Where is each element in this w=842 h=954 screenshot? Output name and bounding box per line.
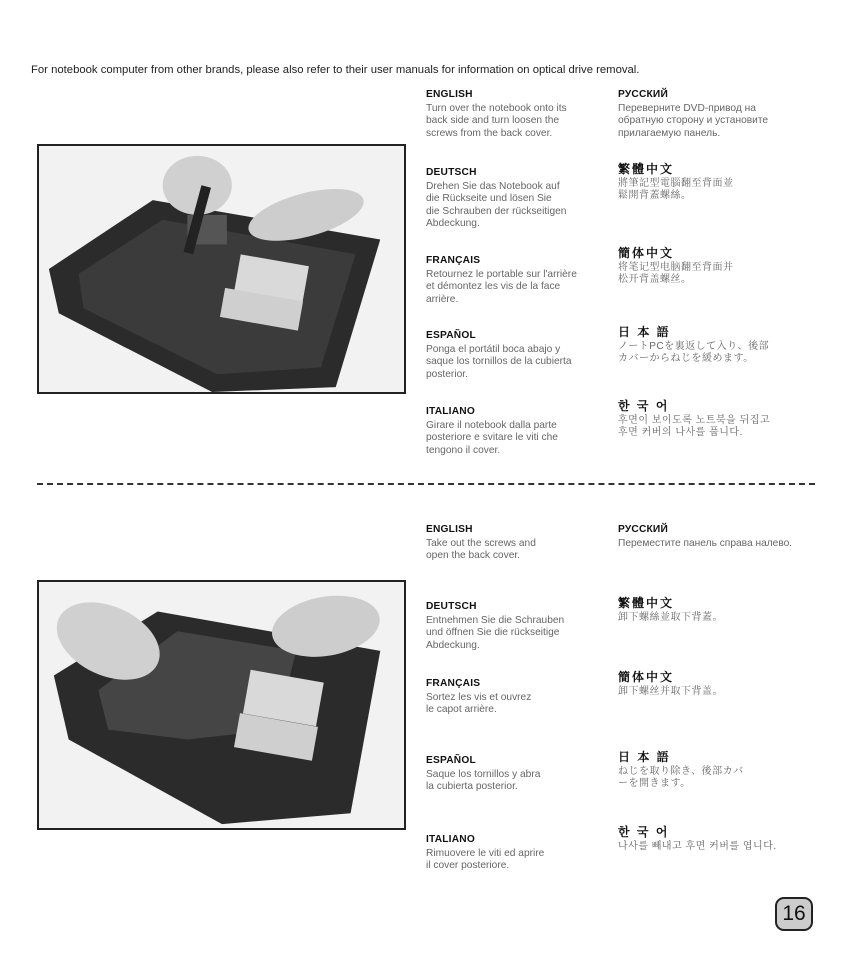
instruction-text: Переместите панель справа налево. xyxy=(618,537,793,549)
step2-korean xyxy=(618,826,777,853)
instruction-text: 후면이 보이도록 노트북을 뒤집고 후면 커버의 나사를 풉니다. xyxy=(618,414,771,439)
step1-photo xyxy=(37,144,406,394)
lang-heading: 한 국 어 xyxy=(618,399,670,413)
instruction-text: Rimuovere le viti ed aprire il cover posteriore. xyxy=(426,847,545,872)
step2-japanese xyxy=(618,751,744,791)
instruction-text: Retournez le portable sur l'arrière et démontez les vis de la face arrière. xyxy=(426,268,577,305)
step2-photo xyxy=(37,580,406,830)
instruction-text: 將筆記型電腦翻至背面並 鬆開背蓋螺絲。 xyxy=(618,177,734,202)
step1-espanol xyxy=(426,330,572,381)
instruction-text: Turn over the notebook onto its back side and turn loosen the screws from the back cover. xyxy=(426,102,567,139)
intro-note: For notebook computer from other brands, please also refer to their user manuals for information on optical drive removal. xyxy=(31,64,640,76)
instruction-text: Drehen Sie das Notebook auf die Rückseite und lösen Sie die Schrauben der rückseitigen Abdeckung. xyxy=(426,180,567,230)
lang-heading: FRANÇAIS xyxy=(426,255,481,266)
section-divider xyxy=(37,483,815,485)
instruction-text: Переверните DVD-привод на обратную сторону и установите прилагаемую панель. xyxy=(618,102,769,139)
step2-english xyxy=(426,524,536,563)
lang-heading: 簡体中文 xyxy=(618,670,675,684)
lang-heading: 日 本 語 xyxy=(618,325,671,339)
step2-espanol xyxy=(426,755,540,794)
lang-heading: 繁體中文 xyxy=(618,162,675,176)
lang-heading: DEUTSCH xyxy=(426,167,477,178)
lang-heading: FRANÇAIS xyxy=(426,678,481,689)
step2-deutsch xyxy=(426,601,564,652)
lang-heading: 簡体中文 xyxy=(618,246,675,260)
lang-heading: ENGLISH xyxy=(426,524,473,535)
lang-heading: 繁體中文 xyxy=(618,596,675,610)
step1-simplified-chinese xyxy=(618,247,734,287)
instruction-text: Ponga el portátil boca abajo y saque los tornillos de la cubierta posterior. xyxy=(426,343,572,380)
step2-simplified-chinese xyxy=(618,671,723,698)
lang-heading: 日 本 語 xyxy=(618,750,671,764)
lang-heading: ITALIANO xyxy=(426,406,475,417)
lang-heading: 한 국 어 xyxy=(618,825,670,839)
lang-heading: ITALIANO xyxy=(426,834,475,845)
instruction-text: 나사를 빼내고 후면 커버를 엽니다. xyxy=(618,840,777,852)
lang-heading: ENGLISH xyxy=(426,89,473,100)
step2-russian xyxy=(618,524,792,550)
page-number-badge: 16 xyxy=(775,897,813,931)
step1-traditional-chinese xyxy=(618,163,734,203)
step1-russian xyxy=(618,89,768,140)
step2-francais xyxy=(426,678,531,717)
instruction-text: 卸下螺丝并取下背盖。 xyxy=(618,685,723,697)
step1-japanese xyxy=(618,326,769,366)
instruction-text: 将笔记型电脑翻至背面并 松开背盖螺丝。 xyxy=(618,261,734,286)
step2-italiano xyxy=(426,834,544,873)
step1-deutsch xyxy=(426,167,566,231)
step1-francais xyxy=(426,255,577,306)
instruction-text: Entnehmen Sie die Schrauben und öffnen Sie die rückseitige Abdeckung. xyxy=(426,614,565,651)
instruction-text: Saque los tornillos y abra la cubierta posterior. xyxy=(426,768,541,793)
step2-traditional-chinese xyxy=(618,597,723,624)
lang-heading: ESPAÑOL xyxy=(426,755,476,766)
lang-heading: РУССКИЙ xyxy=(618,524,668,535)
instruction-text: Take out the screws and open the back cover. xyxy=(426,537,536,562)
step1-english xyxy=(426,89,567,140)
lang-heading: ESPAÑOL xyxy=(426,330,476,341)
instruction-text: ねじを取り除き、後部カバ ーを開きます。 xyxy=(618,765,744,790)
instruction-text: Sortez les vis et ouvrez le capot arrière. xyxy=(426,691,532,716)
lang-heading: DEUTSCH xyxy=(426,601,477,612)
step1-italiano xyxy=(426,406,558,457)
instruction-text: Girare il notebook dalla parte posteriore e svitare le viti che tengono il cover. xyxy=(426,419,558,456)
instruction-text: ノートPCを裏返して入り、後部 カバーからねじを緩めます。 xyxy=(618,340,770,365)
step1-korean xyxy=(618,400,770,440)
instruction-text: 卸下螺絲並取下背蓋。 xyxy=(618,611,723,623)
lang-heading: РУССКИЙ xyxy=(618,89,668,100)
